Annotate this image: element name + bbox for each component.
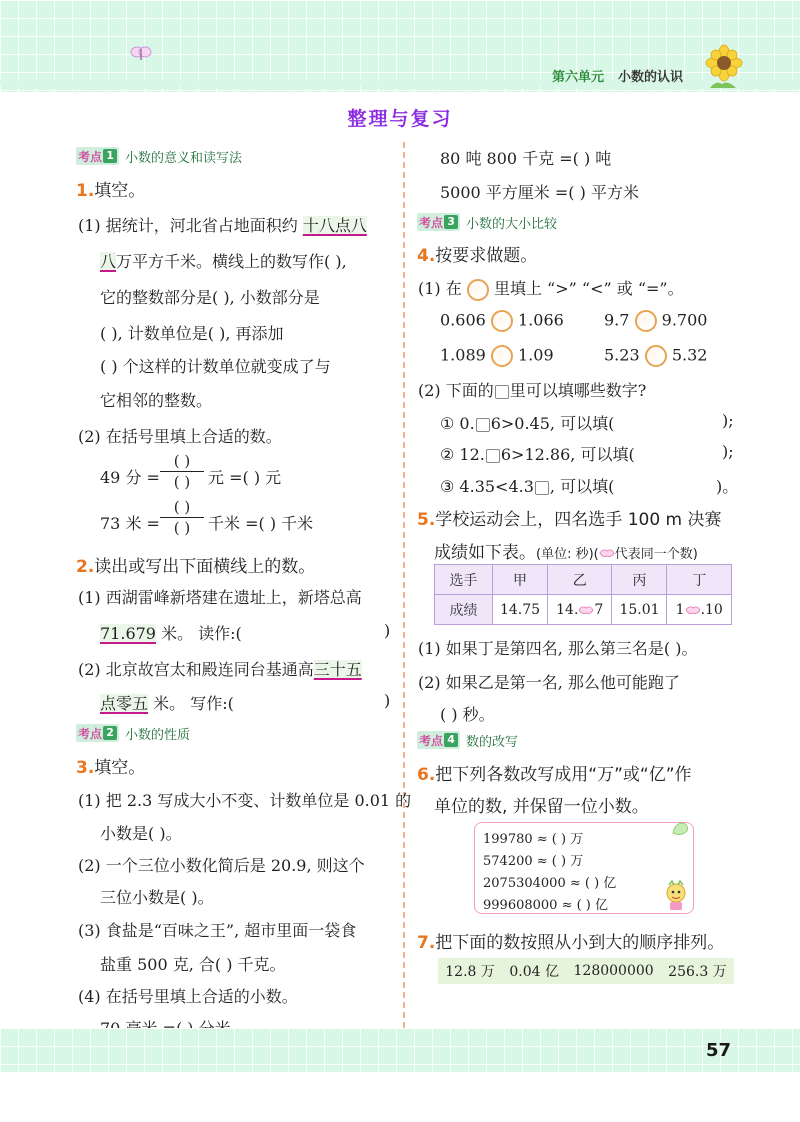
q4-part1-line1 (418, 276, 684, 301)
fraction-bar (160, 471, 204, 472)
q4-item-3 (440, 474, 614, 497)
text: ① 0. (440, 414, 475, 433)
q2-part1-line1: (1) 西湖雷峰新塔建在遗址上，新塔总高 (78, 588, 362, 607)
text: 万平方千米。横线上的数写作( ), (116, 252, 347, 271)
question-text: 学校运动会上，四名选手 100 m 决赛 (435, 510, 722, 530)
section-tag-1 (76, 147, 242, 165)
answer-box (486, 449, 500, 463)
rounding-box (474, 822, 694, 914)
text: 米。 写作:( (148, 694, 234, 713)
text: (1) 在 (418, 279, 462, 298)
question-text: 成绩如下表。 (434, 543, 536, 563)
q5-part2-line1: (2) 如果乙是第一名, 那么他可能跑了 (418, 673, 680, 692)
question-2-heading (76, 552, 315, 577)
q3-part3-line2: 盐重 500 克, 合( ) 千克。 (100, 955, 286, 974)
comparison-1 (440, 310, 564, 332)
section-tag-word: 考点 (78, 726, 103, 741)
character-icon (661, 879, 691, 911)
q2-part2-line2 (100, 691, 234, 714)
q5-part1: (1) 如果丁是第四名, 那么第三名是( )。 (418, 639, 698, 658)
numbers-to-order (438, 958, 734, 984)
answer-circle (467, 279, 489, 301)
q1-part1-line2 (100, 249, 347, 272)
section-title: 小数的意义和读写法 (125, 150, 243, 166)
answer-circle (645, 345, 667, 367)
section-tag-number: 2 (103, 726, 117, 740)
table-row (435, 595, 732, 625)
lips-icon (685, 605, 701, 615)
close-paren: ); (722, 411, 734, 430)
q3-part4-line4: 5000 平方厘米 =( ) 平方米 (440, 183, 639, 202)
table-row-label: 成绩 (435, 595, 493, 625)
score-part: 1 (675, 601, 685, 618)
rounding-row: 2075304000 ≈ ( ) 亿 (483, 876, 617, 891)
question-number: 7. (417, 933, 436, 953)
q4-part2-line1 (418, 378, 646, 401)
question-number: 1. (76, 181, 95, 201)
question-text: 按要求做题。 (435, 246, 538, 266)
compare-left: 0.606 (440, 310, 486, 330)
section-title: 数的改写 (466, 734, 519, 750)
footer-band (0, 1028, 800, 1072)
section-tag-4 (417, 731, 518, 749)
text: ③ 4.35<4.3 (440, 477, 534, 496)
rounding-row: 199780 ≈ ( ) 万 (483, 832, 584, 847)
lips-icon (578, 605, 594, 615)
compare-right: 1.066 (518, 310, 564, 330)
compare-right: 9.700 (661, 310, 708, 330)
table-header-cell: 丙 (612, 565, 667, 595)
text: 6>0.45, 可以填( (490, 414, 615, 433)
q3-part2-line1: (2) 一个三位小数化简后是 20.9, 则这个 (78, 856, 365, 875)
question-6-heading-line2: 单位的数, 并保留一位小数。 (434, 797, 649, 817)
q1-part2-b-suffix: 千米 =( ) 千米 (208, 514, 314, 533)
q1-part1-line6: 它相邻的整数。 (100, 391, 213, 410)
highlighted-number: 三十五 (313, 660, 362, 679)
score-part: 7 (594, 601, 604, 618)
number-item: 128000000 (573, 963, 654, 979)
section-tag-word: 考点 (78, 149, 103, 164)
leaf-icon (671, 821, 691, 837)
section-tag-number: 1 (103, 149, 117, 163)
table-cell: 14.75 (493, 595, 548, 625)
question-number: 3. (76, 758, 95, 778)
score-part: 14. (556, 601, 579, 618)
table-header-cell: 选手 (435, 565, 493, 595)
section-tag-word: 考点 (419, 215, 444, 230)
section-tag-word: 考点 (419, 733, 444, 748)
text: 米。 读作:( (155, 624, 242, 643)
question-number: 4. (417, 246, 436, 266)
q1-part2-a-suffix: 元 =( ) 元 (208, 468, 282, 487)
text: (2) 北京故宫太和殿连同台基通高 (78, 660, 314, 679)
table-header-row (435, 565, 732, 595)
comparison-2 (604, 310, 707, 332)
question-6-heading (417, 760, 692, 785)
number-item: 0.04 亿 (509, 964, 559, 980)
rounding-row: 574200 ≈ ( ) 万 (483, 854, 584, 869)
section-tag-number: 4 (444, 733, 458, 747)
q1-part2-a-prefix: 49 分 = (100, 468, 160, 487)
highlighted-number: 点零五 (100, 694, 149, 713)
close-paren: )。 (716, 477, 739, 496)
compare-left: 5.23 (604, 345, 640, 365)
section-tag-3 (417, 213, 557, 231)
unit-label: 第六单元 (552, 70, 605, 85)
fraction-bar (160, 517, 204, 518)
highlighted-number: 71.679 (100, 624, 156, 643)
q1-part1-line1 (78, 213, 367, 236)
q1-part1-line4: ( ), 计数单位是( ), 再添加 (100, 324, 284, 343)
number-item: 12.8 万 (445, 964, 495, 980)
answer-circle (491, 310, 513, 332)
section-tag-number: 3 (444, 215, 458, 229)
q3-part3-line1: (3) 食盐是“百味之王”, 超市里面一袋食 (78, 921, 357, 940)
q1-part2-b-prefix: 73 米 = (100, 514, 160, 533)
question-5-heading (417, 505, 722, 530)
score-part: .10 (700, 601, 723, 618)
compare-left: 9.7 (604, 310, 630, 330)
highlighted-number: 十八点八 (302, 216, 367, 235)
question-3-heading (76, 753, 145, 778)
section-title: 小数的大小比较 (466, 216, 558, 232)
butterfly-icon (130, 44, 152, 64)
rounding-row: 999608000 ≈ ( ) 亿 (483, 898, 609, 913)
table-header-cell: 丁 (667, 565, 732, 595)
question-text: 把下面的数按照从小到大的顺序排列。 (435, 933, 725, 953)
text: 6>12.86, 可以填( (500, 445, 635, 464)
question-7-heading (417, 928, 724, 953)
page-title: 整理与复习 (347, 108, 453, 130)
question-5-heading-line2 (434, 538, 698, 563)
fraction-denominator: ( ) (173, 473, 191, 491)
q2-part1-line2 (100, 621, 242, 644)
text: (1) 据统计，河北省占地面积约 (78, 216, 303, 235)
fraction-numerator: ( ) (173, 452, 191, 470)
compare-right: 5.32 (671, 345, 708, 365)
question-text: 把下列各数改写成用“万”或“亿”作 (435, 765, 692, 785)
q3-part4-line3: 80 吨 800 千克 =( ) 吨 (440, 149, 612, 168)
fraction-denominator: ( ) (173, 519, 191, 537)
table-header-cell: 甲 (493, 565, 548, 595)
fraction-numerator: ( ) (173, 498, 191, 516)
answer-circle (491, 345, 513, 367)
text: 里填上 “>” “<” 或 “=”。 (493, 279, 684, 298)
text: ② 12. (440, 445, 485, 464)
q3-part2-line2: 三位小数是( )。 (100, 888, 214, 907)
column-divider (403, 142, 405, 1028)
unit-note: 代表同一个数) (614, 547, 698, 562)
question-text: 读出或写出下面横线上的数。 (94, 557, 316, 577)
question-number: 6. (417, 765, 436, 785)
answer-box (535, 481, 549, 495)
q4-item-1 (440, 411, 614, 434)
text: (2) 下面的 (418, 381, 494, 400)
question-1-heading (76, 176, 145, 201)
comparison-4 (604, 345, 707, 367)
fraction-blank (158, 498, 206, 538)
section-tag-2 (76, 724, 190, 742)
table-header-cell: 乙 (548, 565, 612, 595)
chapter-label: 小数的认识 (618, 70, 684, 85)
unit-note: (单位: 秒)( (536, 547, 599, 562)
question-4-heading (417, 241, 537, 266)
answer-box (495, 385, 509, 399)
text: 里可以填哪些数字? (509, 381, 647, 400)
highlighted-number: 八 (100, 252, 117, 271)
answer-circle (635, 310, 657, 332)
score-table (434, 564, 732, 625)
sunflower-icon (702, 44, 746, 90)
q3-part1-line2: 小数是( )。 (100, 824, 182, 843)
text: , 可以填( (549, 477, 615, 496)
question-text: 填空。 (94, 758, 146, 778)
q1-part2-line1: (2) 在括号里填上合适的数。 (78, 427, 282, 446)
q1-part1-line5: ( ) 个这样的计数单位就变成了与 (100, 357, 331, 376)
table-cell (667, 595, 732, 625)
q4-item-2 (440, 442, 635, 465)
fraction-blank (158, 452, 206, 492)
q2-part2-line1 (78, 657, 362, 680)
lips-icon (599, 548, 615, 558)
table-cell: 15.01 (612, 595, 667, 625)
q5-part2-line2: ( ) 秒。 (440, 705, 495, 724)
comparison-3 (440, 345, 554, 367)
question-number: 5. (417, 510, 436, 530)
close-paren: ) (384, 621, 391, 640)
section-title: 小数的性质 (125, 727, 191, 743)
close-paren: ) (384, 691, 391, 710)
q3-part1-line1: (1) 把 2.3 写成大小不变、计数单位是 0.01 的 (78, 791, 412, 810)
table-cell (548, 595, 612, 625)
close-paren: ); (722, 442, 734, 461)
number-item: 256.3 万 (668, 964, 727, 980)
compare-left: 1.089 (440, 345, 486, 365)
answer-box (476, 418, 490, 432)
compare-right: 1.09 (518, 345, 554, 365)
question-text: 填空。 (94, 181, 146, 201)
q1-part1-line3: 它的整数部分是( ), 小数部分是 (100, 288, 320, 307)
question-number: 2. (76, 557, 95, 577)
q3-part4-line1: (4) 在括号里填上合适的小数。 (78, 987, 298, 1006)
page-number: 57 (706, 1040, 732, 1061)
